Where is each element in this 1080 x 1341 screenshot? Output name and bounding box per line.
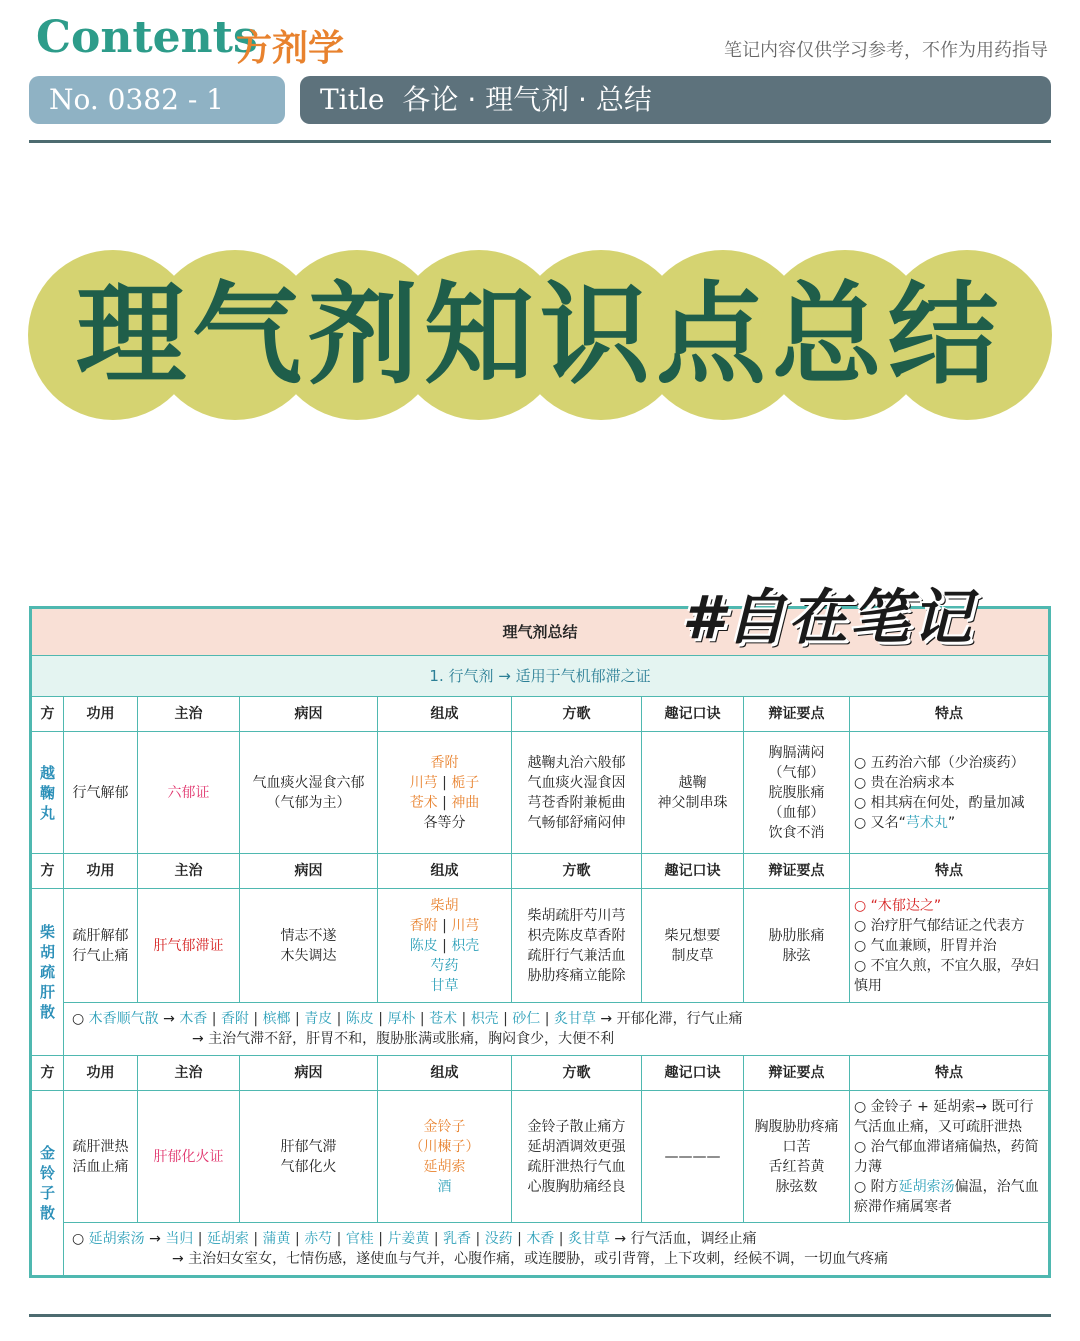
indication-cell: 肝气郁滞证 [138,889,240,1003]
col-header: 方 [32,1056,64,1091]
mnemonic-cell: 越鞠 神父制串珠 [642,732,744,854]
related-formula-indication: → 主治妇女室女，七情伤感，遂使血与气并，心腹作痛，或连腰胁，或引背膂，上下攻刺，经候不调，一切血气疼痛 [172,1251,889,1267]
col-header: 主治 [138,854,240,889]
col-header: 功用 [64,697,138,732]
related-formula-note [64,1223,1049,1276]
title-label: Title [320,83,385,116]
watermark-stamp: #自在笔记 [682,583,974,653]
col-header: 病因 [240,1056,378,1091]
song-cell: 柴胡疏肝芍川芎 枳壳陈皮草香附 疏肝行气兼活血 胁肋疼痛立能除 [512,889,642,1003]
footer-divider [29,1314,1051,1317]
col-header: 组成 [378,1056,512,1091]
col-header: 方歌 [512,854,642,889]
cause-cell: 肝郁气滞 气郁化火 [240,1091,378,1223]
related-formula-indication: → 主治气滞不舒，肝胃不和，腹胁胀满或胀痛，胸闷食少，大便不利 [192,1031,615,1047]
col-header: 组成 [378,697,512,732]
table-caption: 理气剂总结 [32,609,1049,656]
banner-heading: 理气剂知识点总结 [76,270,1004,399]
col-header: 主治 [138,1056,240,1091]
col-header: 主治 [138,697,240,732]
related-formula-row [32,1003,1049,1056]
col-header: 辩证要点 [744,854,850,889]
section-heading: 1. 行气剂 → 适用于气机郁滞之证 [32,656,1049,697]
col-header: 病因 [240,854,378,889]
song-cell: 越鞠丸治六般郁 气血痰火湿食因 芎苍香附兼栀曲 气畅郁舒痛闷伸 [512,732,642,854]
col-header: 辩证要点 [744,697,850,732]
herb-pair: 苍术 | 神曲 [409,794,480,811]
formula-name: 柴 胡 疏 肝 散 [32,889,64,1056]
related-formula-row [32,1223,1049,1276]
appendix-line: ○ 附方延胡索汤偏温，治气血瘀滞作痛属寒者 [854,1178,1039,1215]
cause-cell: 气血痰火湿食六郁 （气郁为主） [240,732,378,854]
col-header: 病因 [240,697,378,732]
herb-pair: 香附 | 川芎 [409,917,480,934]
indication-cell: 六郁证 [138,732,240,854]
function-cell: 疏肝泄热 活血止痛 [64,1091,138,1223]
table-row [32,889,1049,1003]
keypoints-cell: 胸腹胁肋疼痛 口苦 舌红苔黄 脉弦数 [744,1091,850,1223]
col-header: 趣记口诀 [642,1056,744,1091]
col-header: 组成 [378,854,512,889]
col-header: 方歌 [512,697,642,732]
col-header: 特点 [850,1056,1049,1091]
cause-cell: 情志不遂 木失调达 [240,889,378,1003]
brand-title: Contents [36,12,258,63]
related-formula-line: ○ 延胡索汤 → 当归 | 延胡索 | 蒲黄 | 赤芍 | 官桂 | 片姜黄 | 乳香 | 没药 | 木香 | 炙甘草 → 行气活血，调经止痛 [72,1231,757,1247]
mnemonic-cell: 柴兄想要 制皮草 [642,889,744,1003]
col-header: 特点 [850,854,1049,889]
header [0,0,1080,150]
summary-table [29,606,1051,1278]
header-divider [29,140,1051,143]
song-cell: 金铃子散止痛方 延胡酒调效更强 疏肝泄热行气血 心腹胸肋痛经良 [512,1091,642,1223]
related-formula-line: ○ 木香顺气散 → 木香 | 香附 | 槟榔 | 青皮 | 陈皮 | 厚朴 | 苍术 | 枳壳 | 砂仁 | 炙甘草 → 开郁化滞，行气止痛 [72,1011,743,1027]
composition-cell: 香附 川芎 | 栀子 苍术 | 神曲 各等分 [378,732,512,854]
col-header: 方 [32,854,64,889]
col-header: 辩证要点 [744,1056,850,1091]
formula-name: 越 鞠 丸 [32,732,64,854]
col-header: 功用 [64,1056,138,1091]
mnemonic-cell: ———— [642,1091,744,1223]
herb-pair: 川芎 | 栀子 [409,774,480,791]
composition-cell: 金铃子 （川楝子） 延胡索 酒 [378,1091,512,1223]
title-bar [300,76,1051,124]
function-cell: 行气解郁 [64,732,138,854]
banner [28,250,1052,420]
page-title: 各论 · 理气剂 · 总结 [402,83,652,116]
features-cell: ○ 金铃子 + 延胡索→ 既可行气活血止痛，又可疏肝泄热 ○ 治气郁血滞诸痛偏热，药简力薄 ○ 附方延胡索汤偏温，治气血瘀滞作痛属寒者 [850,1091,1049,1223]
col-header: 功用 [64,854,138,889]
function-cell: 疏肝解郁 行气止痛 [64,889,138,1003]
col-header: 方 [32,697,64,732]
subject-title: 方剂学 [236,28,345,69]
table-row [32,732,1049,854]
col-header: 趣记口诀 [642,697,744,732]
disclaimer: 笔记内容仅供学习参考，不作为用药指导 [724,40,1048,61]
col-header: 方歌 [512,1056,642,1091]
keypoints-cell: 胁肋胀痛 脉弦 [744,889,850,1003]
features-cell: ○ 五药治六郁（少治痰药） ○ 贵在治病求本 ○ 相其病在何处，酌量加减 ○ 又名“芎术丸” [850,732,1049,854]
keypoints-cell: 胸膈满闷 （气郁） 脘腹胀痛 （血郁） 饮食不消 [744,732,850,854]
formula-name: 金 铃 子 散 [32,1091,64,1276]
related-formula-note [64,1003,1049,1056]
note-number: No. 0382 - 1 [29,76,285,124]
composition-cell: 柴胡 香附 | 川芎 陈皮 | 枳壳 芍药 甘草 [378,889,512,1003]
alias-line: ○ 又名“芎术丸” [854,814,956,831]
table-row [32,1091,1049,1223]
features-cell: ○ “木郁达之” ○ 治疗肝气郁结证之代表方 ○ 气血兼顾，肝胃并治 ○ 不宜久煎，不宜久服，孕妇慎用 [850,889,1049,1003]
col-header: 趣记口诀 [642,854,744,889]
herb-pair: 陈皮 | 枳壳 [409,937,480,954]
col-header: 特点 [850,697,1049,732]
indication-cell: 肝郁化火证 [138,1091,240,1223]
